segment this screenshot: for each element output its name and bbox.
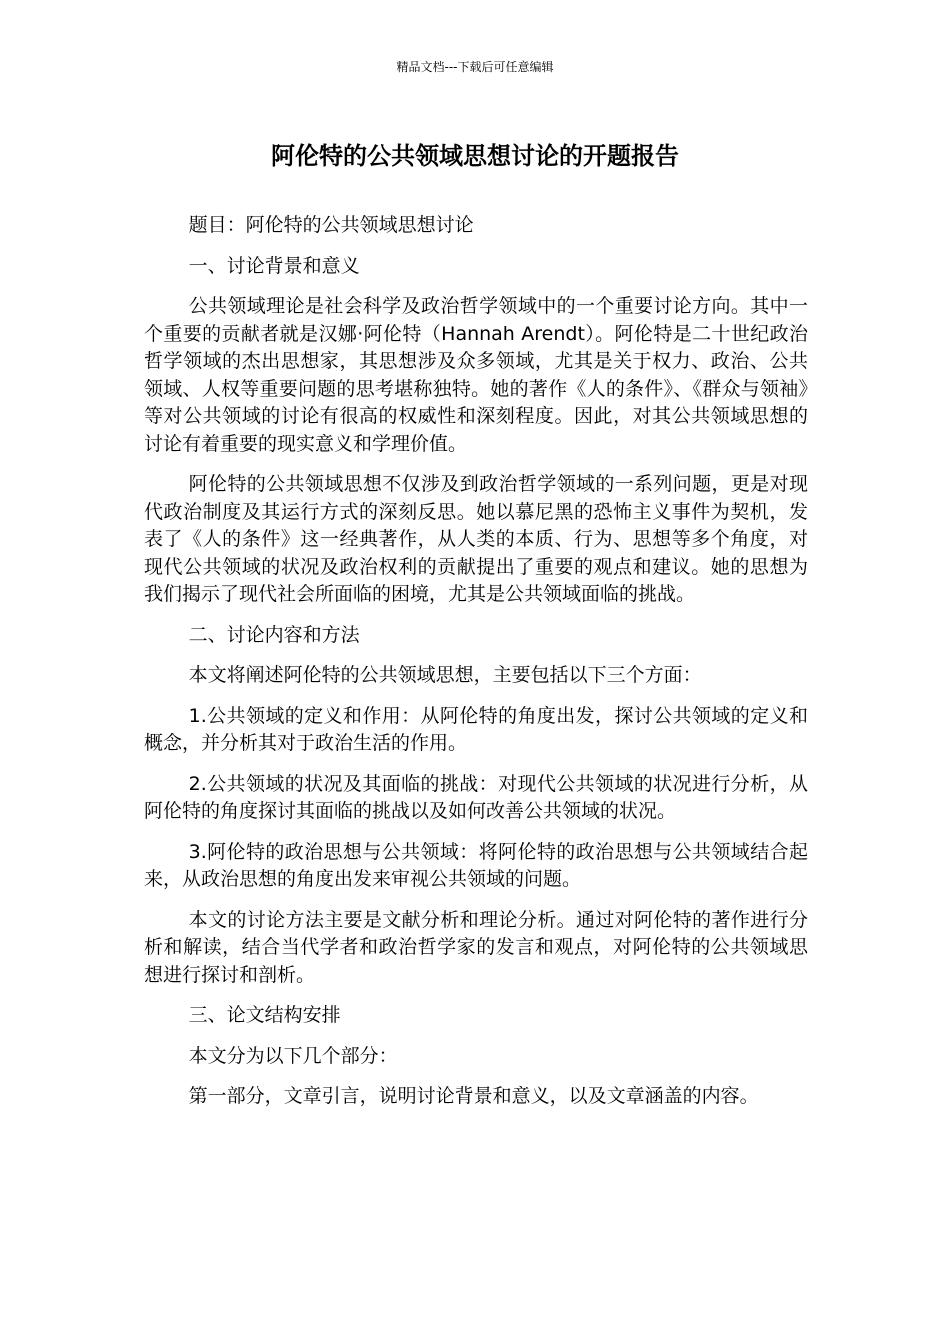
background-paragraph-2: 阿伦特的公共领域思想不仅涉及到政治哲学领域的一系列问题，更是对现代政治制度及其运行方式的深刻反思。她以慕尼黑的恐怖主义事件为契机，发表了《人的条件》这一经典著作，从人类的本质、行为、思想等多个角度，对现代公共领域的状况及政治权利的贡献提出了重要的观点和建议。她的思想为我们揭示了现代社会所面临的困境，尤其是公共领域面临的挑战。 <box>144 473 808 605</box>
section-heading-content-method: 二、讨论内容和方法 <box>188 623 360 646</box>
content-item-2: 2.公共领域的状况及其面临的挑战：对现代公共领域的状况进行分析，从阿伦特的角度探讨其面临的挑战以及如何改善公共领域的状况。 <box>144 772 808 822</box>
section-heading-background: 一、讨论背景和意义 <box>188 254 360 277</box>
document-title: 阿伦特的公共领域思想讨论的开题报告 <box>271 142 679 170</box>
content-item-3: 3.阿伦特的政治思想与公共领域：将阿伦特的政治思想与公共领域结合起来，从政治思想的角度出发来审视公共领域的问题。 <box>144 840 808 890</box>
background-paragraph-1: 公共领域理论是社会科学及政治哲学领域中的一个重要讨论方向。其中一个重要的贡献者就是汉娜·阿伦特（Hannah Arendt）。阿伦特是二十世纪政治哲学领域的杰出思想家，其思想涉及众多领域，尤其是关于权力、政治、公共领域、人权等重要问题的思考堪称独特。她的著作《人的条件》、《群众与领袖》等对公共领域的讨论有很高的权威性和深刻程度。因此，对其公共领域思想的讨论有着重要的现实意义和学理价值。 <box>144 295 808 455</box>
topic-line: 题目：阿伦特的公共领域思想讨论 <box>188 214 474 236</box>
structure-intro-paragraph: 本文分为以下几个部分： <box>188 1044 398 1067</box>
section-heading-structure: 三、论文结构安排 <box>188 1004 341 1026</box>
structure-part-1: 第一部分，文章引言，说明讨论背景和意义，以及文章涵盖的内容。 <box>188 1085 759 1107</box>
content-intro-paragraph: 本文将阐述阿伦特的公共领域思想，主要包括以下三个方面： <box>188 664 702 686</box>
page-header: 精品文档---下载后可任意编辑 <box>396 60 554 74</box>
document-body <box>144 212 808 1124</box>
content-item-1: 1.公共领域的定义和作用：从阿伦特的角度出发，探讨公共领域的定义和概念，并分析其对于政治生活的作用。 <box>144 704 808 754</box>
method-paragraph: 本文的讨论方法主要是文献分析和理论分析。通过对阿伦特的著作进行分析和解读，结合当代学者和政治哲学家的发言和观点，对阿伦特的公共领域思想进行探讨和剖析。 <box>144 908 808 986</box>
